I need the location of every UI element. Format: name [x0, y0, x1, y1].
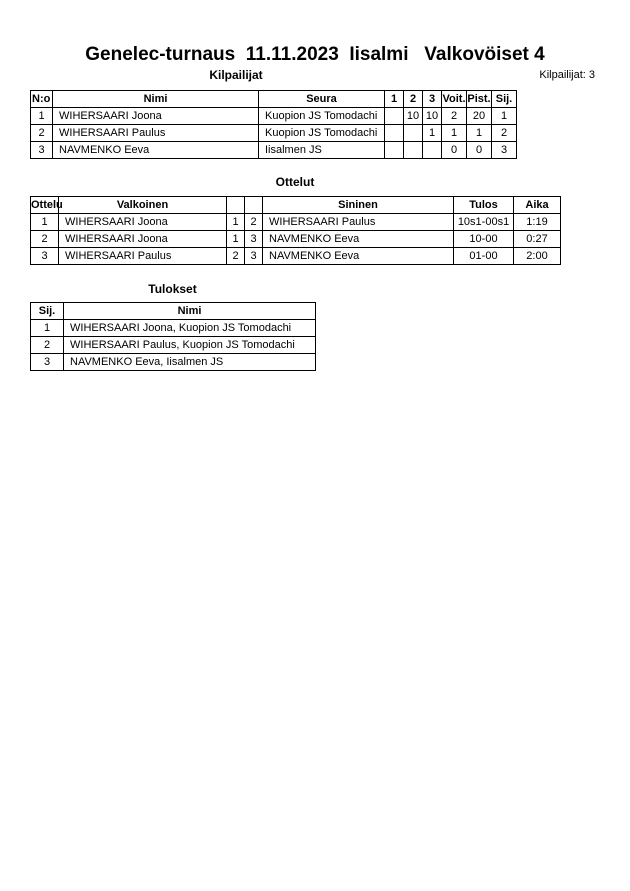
cell-white-name: WIHERSAARI Paulus	[59, 248, 227, 265]
result-row	[31, 337, 316, 354]
cell-name-club: NAVMENKO Eeva, Iisalmen JS	[64, 354, 316, 371]
col-header-match3: 3	[423, 91, 442, 108]
cell-time: 0:27	[514, 231, 561, 248]
cell-blue-no: 3	[245, 231, 263, 248]
result-row	[31, 354, 316, 371]
cell-match1	[385, 142, 404, 159]
cell-white-no: 2	[227, 248, 245, 265]
cell-blue-no: 3	[245, 248, 263, 265]
cell-white-name: WIHERSAARI Joona	[59, 231, 227, 248]
col-header-match-no: Ottelu	[31, 197, 59, 214]
cell-match3: 1	[423, 125, 442, 142]
competitor-row	[31, 142, 517, 159]
cell-wins: 1	[442, 125, 467, 142]
cell-match2	[404, 125, 423, 142]
col-header-name: Nimi	[64, 303, 316, 320]
cell-rank: 3	[492, 142, 517, 159]
cell-result: 10s1-00s1	[454, 214, 514, 231]
col-header-wins: Voit.	[442, 91, 467, 108]
competitor-row	[31, 125, 517, 142]
result-row	[31, 320, 316, 337]
cell-rank: 3	[31, 354, 64, 371]
cell-result: 10-00	[454, 231, 514, 248]
cell-no: 3	[31, 142, 53, 159]
col-header-match2: 2	[404, 91, 423, 108]
cell-wins: 0	[442, 142, 467, 159]
competitors-section-heading: Kilpailijat	[209, 68, 263, 82]
cell-blue-no: 2	[245, 214, 263, 231]
cell-rank: 2	[492, 125, 517, 142]
col-header-name: Nimi	[53, 91, 259, 108]
competitors-header-row	[31, 91, 517, 108]
matches-section-heading: Ottelut	[275, 175, 315, 189]
col-header-blue-no	[245, 197, 263, 214]
cell-rank: 1	[31, 320, 64, 337]
cell-match-no: 3	[31, 248, 59, 265]
col-header-blue: Sininen	[263, 197, 454, 214]
col-header-white: Valkoinen	[59, 197, 227, 214]
cell-match1	[385, 125, 404, 142]
cell-name: NAVMENKO Eeva	[53, 142, 259, 159]
cell-name-club: WIHERSAARI Joona, Kuopion JS Tomodachi	[64, 320, 316, 337]
cell-rank: 2	[31, 337, 64, 354]
match-row	[31, 248, 561, 265]
cell-no: 2	[31, 125, 53, 142]
cell-match-no: 1	[31, 214, 59, 231]
matches-header-row	[31, 197, 561, 214]
cell-match2	[404, 142, 423, 159]
col-header-no: N:o	[31, 91, 53, 108]
cell-club: Kuopion JS Tomodachi	[259, 125, 385, 142]
cell-blue-name: NAVMENKO Eeva	[263, 248, 454, 265]
results-table	[30, 302, 316, 371]
col-header-rank: Sij.	[31, 303, 64, 320]
competitor-row	[31, 108, 517, 125]
cell-match-no: 2	[31, 231, 59, 248]
results-header-row	[31, 303, 316, 320]
competitors-count-label: Kilpailijat: 3	[539, 69, 595, 81]
cell-points: 0	[467, 142, 492, 159]
competitors-table	[30, 90, 517, 159]
cell-time: 1:19	[514, 214, 561, 231]
col-header-rank: Sij.	[492, 91, 517, 108]
cell-rank: 1	[492, 108, 517, 125]
col-header-club: Seura	[259, 91, 385, 108]
match-row	[31, 214, 561, 231]
col-header-white-no	[227, 197, 245, 214]
cell-match3	[423, 142, 442, 159]
cell-match2: 10	[404, 108, 423, 125]
col-header-points: Pist.	[467, 91, 492, 108]
cell-match3: 10	[423, 108, 442, 125]
cell-white-no: 1	[227, 231, 245, 248]
cell-wins: 2	[442, 108, 467, 125]
cell-blue-name: WIHERSAARI Paulus	[263, 214, 454, 231]
cell-result: 01-00	[454, 248, 514, 265]
cell-blue-name: NAVMENKO Eeva	[263, 231, 454, 248]
match-row	[31, 231, 561, 248]
col-header-result: Tulos	[454, 197, 514, 214]
cell-match1	[385, 108, 404, 125]
cell-white-name: WIHERSAARI Joona	[59, 214, 227, 231]
col-header-match1: 1	[385, 91, 404, 108]
cell-name: WIHERSAARI Paulus	[53, 125, 259, 142]
cell-name-club: WIHERSAARI Paulus, Kuopion JS Tomodachi	[64, 337, 316, 354]
matches-table	[30, 196, 561, 265]
cell-no: 1	[31, 108, 53, 125]
cell-time: 2:00	[514, 248, 561, 265]
cell-name: WIHERSAARI Joona	[53, 108, 259, 125]
cell-white-no: 1	[227, 214, 245, 231]
col-header-time: Aika	[514, 197, 561, 214]
page-title: Genelec-turnaus 11.11.2023 Iisalmi Valkovöiset 4	[85, 44, 545, 65]
cell-points: 1	[467, 125, 492, 142]
results-section-heading: Tulokset	[148, 282, 197, 296]
cell-club: Iisalmen JS	[259, 142, 385, 159]
cell-points: 20	[467, 108, 492, 125]
cell-club: Kuopion JS Tomodachi	[259, 108, 385, 125]
